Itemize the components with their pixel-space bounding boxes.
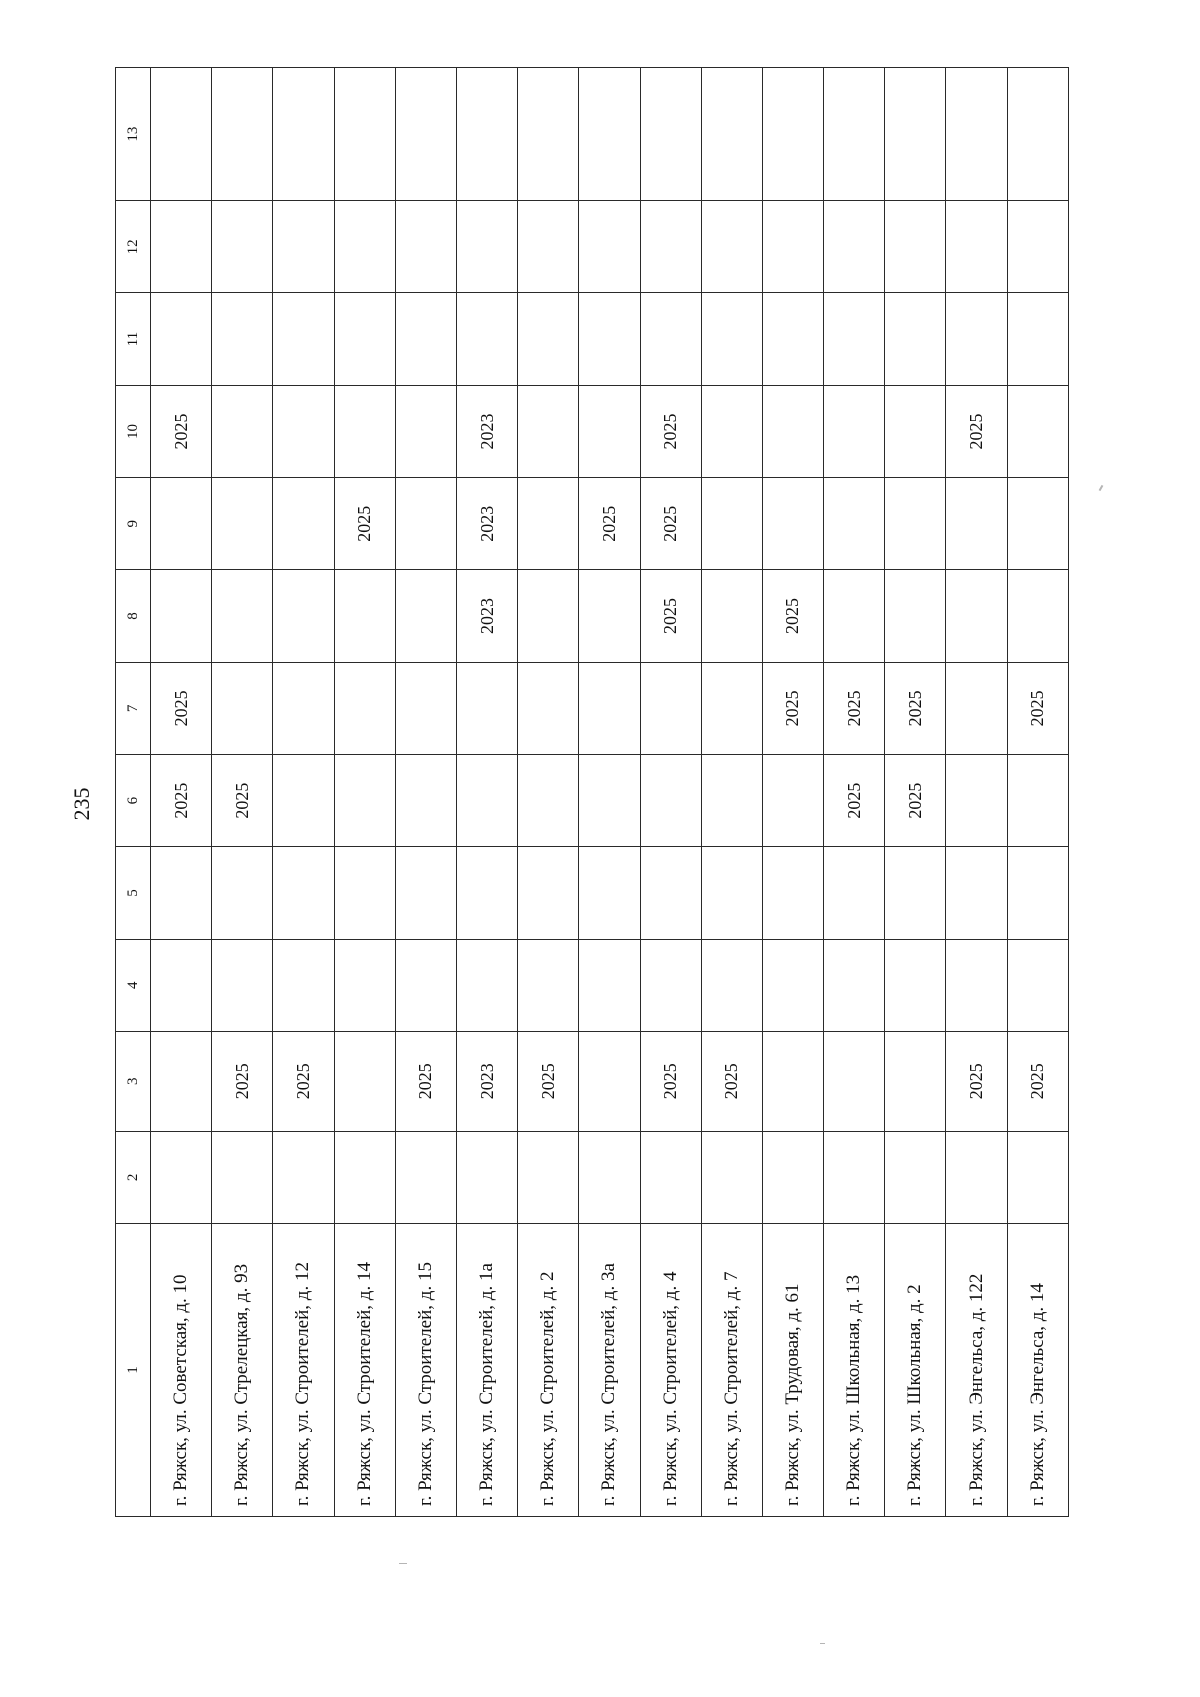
year-cell-col-9 [273,478,334,570]
year-cell-col-13 [518,68,579,201]
year-cell-col-10 [273,385,334,477]
table-body [151,68,1069,1517]
year-cell-col-3: 2025 [1007,1031,1068,1131]
year-cell-col-9 [518,478,579,570]
address-cell: г. Ряжск, ул. Стрелецкая, д. 93 [212,1223,273,1516]
year-cell-col-3 [762,1031,823,1131]
year-cell-col-7: 2025 [151,662,212,754]
year-cell-col-2 [334,1131,395,1223]
year-cell-col-2 [701,1131,762,1223]
year-cell-col-13 [273,68,334,201]
year-cell-col-11 [640,293,701,385]
year-cell-col-11 [762,293,823,385]
year-cell-col-7 [640,662,701,754]
year-cell-col-11 [212,293,273,385]
year-cell-col-12 [518,201,579,293]
scan-speck [820,1643,825,1644]
year-cell-col-6 [579,754,640,846]
year-cell-col-4 [640,939,701,1031]
year-cell-col-5 [273,847,334,939]
year-cell-col-10 [1007,385,1068,477]
year-cell-col-12 [212,201,273,293]
year-cell-col-8 [579,570,640,662]
year-cell-col-12 [151,201,212,293]
year-cell-col-9 [701,478,762,570]
year-cell-col-3 [334,1031,395,1131]
year-cell-col-7 [518,662,579,754]
year-cell-col-3: 2025 [946,1031,1007,1131]
year-cell-col-5 [640,847,701,939]
year-cell-col-9 [212,478,273,570]
year-cell-col-2 [579,1131,640,1223]
table-row [946,68,1007,1517]
column-header-6: 6 [116,754,151,846]
year-cell-col-12 [273,201,334,293]
column-header-10: 10 [116,385,151,477]
year-cell-col-6: 2025 [885,754,946,846]
year-cell-col-8: 2023 [456,570,517,662]
year-cell-col-13 [579,68,640,201]
year-cell-col-9 [885,478,946,570]
year-cell-col-11 [1007,293,1068,385]
year-cell-col-13 [946,68,1007,201]
address-cell: г. Ряжск, ул. Строителей, д. 3а [579,1223,640,1516]
column-header-5: 5 [116,847,151,939]
rotated-table-frame [115,67,1069,1517]
year-cell-col-4 [273,939,334,1031]
year-cell-col-8 [151,570,212,662]
table-row [579,68,640,1517]
address-cell: г. Ряжск, ул. Строителей, д. 4 [640,1223,701,1516]
year-cell-col-9 [151,478,212,570]
year-cell-col-10 [824,385,885,477]
year-cell-col-10 [701,385,762,477]
header-row [116,68,151,1517]
year-cell-col-12 [395,201,456,293]
column-header-8: 8 [116,570,151,662]
year-cell-col-11 [456,293,517,385]
year-cell-col-3 [824,1031,885,1131]
year-cell-col-5 [579,847,640,939]
year-cell-col-2 [1007,1131,1068,1223]
table-row [824,68,885,1517]
year-cell-col-9: 2025 [640,478,701,570]
year-cell-col-9: 2023 [456,478,517,570]
year-cell-col-5 [824,847,885,939]
table-row [701,68,762,1517]
address-cell: г. Ряжск, ул. Энгельса, д. 14 [1007,1223,1068,1516]
address-cell: г. Ряжск, ул. Школьная, д. 13 [824,1223,885,1516]
table-row [334,68,395,1517]
year-cell-col-5 [701,847,762,939]
year-cell-col-7: 2025 [885,662,946,754]
year-cell-col-3: 2025 [640,1031,701,1131]
year-cell-col-11 [151,293,212,385]
table-row [395,68,456,1517]
address-cell: г. Ряжск, ул. Трудовая, д. 61 [762,1223,823,1516]
year-cell-col-2 [212,1131,273,1223]
year-cell-col-13 [1007,68,1068,201]
year-cell-col-9 [395,478,456,570]
year-cell-col-11 [579,293,640,385]
year-cell-col-7 [273,662,334,754]
year-cell-col-13 [701,68,762,201]
year-cell-col-4 [151,939,212,1031]
year-cell-col-5 [395,847,456,939]
year-cell-col-12 [334,201,395,293]
year-cell-col-6: 2025 [824,754,885,846]
year-cell-col-9 [946,478,1007,570]
table-container [115,67,1069,1517]
year-cell-col-13 [885,68,946,201]
year-cell-col-3: 2025 [395,1031,456,1131]
year-cell-col-8 [518,570,579,662]
year-cell-col-4 [946,939,1007,1031]
column-header-11: 11 [116,293,151,385]
year-cell-col-6: 2025 [212,754,273,846]
table-row [1007,68,1068,1517]
address-cell: г. Ряжск, ул. Строителей, д. 7 [701,1223,762,1516]
year-cell-col-2 [395,1131,456,1223]
address-cell: г. Ряжск, ул. Строителей, д. 14 [334,1223,395,1516]
year-cell-col-2 [273,1131,334,1223]
year-cell-col-6 [701,754,762,846]
year-cell-col-10 [885,385,946,477]
year-cell-col-7: 2025 [762,662,823,754]
year-cell-col-10: 2025 [946,385,1007,477]
year-cell-col-12 [579,201,640,293]
column-header-13: 13 [116,68,151,201]
year-cell-col-7 [579,662,640,754]
year-cell-col-13 [762,68,823,201]
year-cell-col-8 [212,570,273,662]
table-row [640,68,701,1517]
data-table [115,67,1069,1517]
year-cell-col-12 [824,201,885,293]
table-row [762,68,823,1517]
year-cell-col-8 [824,570,885,662]
scan-speck [1099,485,1104,491]
address-cell: г. Ряжск, ул. Строителей, д. 2 [518,1223,579,1516]
year-cell-col-10 [579,385,640,477]
address-cell: г. Ряжск, ул. Строителей, д. 15 [395,1223,456,1516]
year-cell-col-4 [701,939,762,1031]
year-cell-col-9: 2025 [579,478,640,570]
table-row [885,68,946,1517]
year-cell-col-7 [456,662,517,754]
year-cell-col-4 [456,939,517,1031]
year-cell-col-11 [701,293,762,385]
year-cell-col-8 [1007,570,1068,662]
year-cell-col-11 [824,293,885,385]
year-cell-col-11 [518,293,579,385]
address-cell: г. Ряжск, ул. Строителей, д. 1а [456,1223,517,1516]
year-cell-col-7: 2025 [824,662,885,754]
year-cell-col-3: 2025 [273,1031,334,1131]
year-cell-col-3: 2025 [701,1031,762,1131]
year-cell-col-8: 2025 [762,570,823,662]
year-cell-col-13 [334,68,395,201]
year-cell-col-12 [762,201,823,293]
year-cell-col-12 [701,201,762,293]
year-cell-col-8 [885,570,946,662]
column-header-7: 7 [116,662,151,754]
table-row [456,68,517,1517]
year-cell-col-6 [640,754,701,846]
year-cell-col-3: 2023 [456,1031,517,1131]
year-cell-col-8 [273,570,334,662]
year-cell-col-7 [212,662,273,754]
year-cell-col-5 [212,847,273,939]
year-cell-col-9 [762,478,823,570]
year-cell-col-10: 2023 [456,385,517,477]
year-cell-col-11 [334,293,395,385]
year-cell-col-2 [946,1131,1007,1223]
year-cell-col-10 [395,385,456,477]
year-cell-col-10 [762,385,823,477]
year-cell-col-4 [579,939,640,1031]
year-cell-col-5 [334,847,395,939]
year-cell-col-3: 2025 [212,1031,273,1131]
year-cell-col-13 [824,68,885,201]
address-cell: г. Ряжск, ул. Школьная, д. 2 [885,1223,946,1516]
year-cell-col-9 [1007,478,1068,570]
year-cell-col-3 [579,1031,640,1131]
year-cell-col-8 [334,570,395,662]
year-cell-col-11 [395,293,456,385]
column-header-1: 1 [116,1223,151,1516]
year-cell-col-13 [151,68,212,201]
year-cell-col-5 [762,847,823,939]
year-cell-col-8 [946,570,1007,662]
year-cell-col-5 [1007,847,1068,939]
year-cell-col-2 [151,1131,212,1223]
year-cell-col-7 [334,662,395,754]
year-cell-col-6 [334,754,395,846]
year-cell-col-6 [1007,754,1068,846]
year-cell-col-7 [701,662,762,754]
year-cell-col-5 [946,847,1007,939]
year-cell-col-5 [885,847,946,939]
year-cell-col-7 [395,662,456,754]
address-cell: г. Ряжск, ул. Строителей, д. 12 [273,1223,334,1516]
address-cell: г. Ряжск, ул. Энгельса, д. 122 [946,1223,1007,1516]
year-cell-col-4 [885,939,946,1031]
year-cell-col-9: 2025 [334,478,395,570]
year-cell-col-2 [885,1131,946,1223]
year-cell-col-4 [518,939,579,1031]
year-cell-col-2 [456,1131,517,1223]
year-cell-col-11 [273,293,334,385]
year-cell-col-7 [946,662,1007,754]
year-cell-col-8 [701,570,762,662]
column-header-12: 12 [116,201,151,293]
year-cell-col-12 [885,201,946,293]
column-header-9: 9 [116,478,151,570]
table-row [273,68,334,1517]
year-cell-col-13 [212,68,273,201]
table-row [151,68,212,1517]
year-cell-col-5 [151,847,212,939]
year-cell-col-6 [518,754,579,846]
column-header-2: 2 [116,1131,151,1223]
page-number: 235 [69,787,94,821]
year-cell-col-12 [456,201,517,293]
year-cell-col-8 [395,570,456,662]
scan-speck [399,1563,407,1564]
year-cell-col-10 [212,385,273,477]
year-cell-col-11 [946,293,1007,385]
year-cell-col-3 [885,1031,946,1131]
year-cell-col-4 [762,939,823,1031]
year-cell-col-10 [334,385,395,477]
year-cell-col-10 [518,385,579,477]
year-cell-col-4 [395,939,456,1031]
year-cell-col-13 [395,68,456,201]
year-cell-col-7: 2025 [1007,662,1068,754]
year-cell-col-13 [456,68,517,201]
year-cell-col-10: 2025 [151,385,212,477]
year-cell-col-6 [395,754,456,846]
year-cell-col-4 [1007,939,1068,1031]
year-cell-col-3 [151,1031,212,1131]
column-header-4: 4 [116,939,151,1031]
year-cell-col-5 [518,847,579,939]
year-cell-col-4 [212,939,273,1031]
year-cell-col-2 [762,1131,823,1223]
year-cell-col-12 [640,201,701,293]
year-cell-col-3: 2025 [518,1031,579,1131]
year-cell-col-6 [946,754,1007,846]
year-cell-col-10: 2025 [640,385,701,477]
year-cell-col-12 [946,201,1007,293]
year-cell-col-11 [885,293,946,385]
table-row [212,68,273,1517]
year-cell-col-12 [1007,201,1068,293]
table-row [518,68,579,1517]
year-cell-col-4 [334,939,395,1031]
year-cell-col-13 [640,68,701,201]
year-cell-col-6: 2025 [151,754,212,846]
year-cell-col-2 [640,1131,701,1223]
year-cell-col-2 [518,1131,579,1223]
year-cell-col-9 [824,478,885,570]
year-cell-col-6 [273,754,334,846]
year-cell-col-2 [824,1131,885,1223]
year-cell-col-5 [456,847,517,939]
year-cell-col-8: 2025 [640,570,701,662]
address-cell: г. Ряжск, ул. Советская, д. 10 [151,1223,212,1516]
year-cell-col-6 [456,754,517,846]
column-header-3: 3 [116,1031,151,1131]
year-cell-col-6 [762,754,823,846]
year-cell-col-4 [824,939,885,1031]
